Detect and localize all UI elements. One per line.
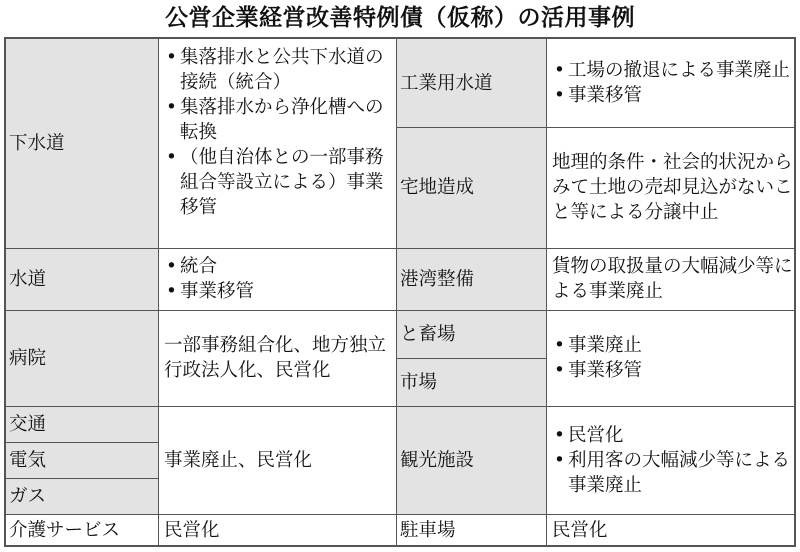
list-item: • 民営化 — [552, 423, 796, 448]
label-shijo — [396, 358, 546, 406]
label-text: 駐車場 — [400, 520, 456, 541]
content-takuchi — [546, 127, 796, 248]
kaigo-text: 民営化 — [164, 520, 220, 541]
label-denki — [6, 442, 158, 478]
label-text: 交通 — [9, 413, 47, 435]
label-text: 電気 — [9, 449, 47, 471]
byoin-text: 一部事務組合化、地方独立行政法人化、民営化 — [164, 335, 387, 381]
list-item: • 集落排水と公共下水道の接続（統合） — [164, 45, 396, 95]
list-item: • 利用客の大幅減少等による事業廃止 — [552, 448, 796, 498]
content-tochikujo-shijo — [546, 310, 796, 406]
label-gesuido — [6, 39, 158, 248]
list-item: • 事業廃止 — [552, 333, 642, 358]
list-item: • 工場の撤退による事業廃止 — [552, 58, 790, 83]
divider — [546, 39, 547, 547]
kotsu-denki-gas-text: 事業廃止、民営化 — [164, 449, 313, 471]
takuchi-text: 地理的条件・社会的状況からみて土地の売却見込がないこと等による分譲中止 — [552, 152, 793, 223]
label-kowan — [396, 248, 546, 310]
label-chushajo — [396, 514, 546, 547]
list-item: • 事業移管 — [164, 279, 254, 304]
label-gas — [6, 478, 158, 514]
label-byoin — [6, 310, 158, 406]
label-kanko — [396, 406, 546, 514]
label-kaigo — [6, 514, 158, 547]
divider — [396, 39, 397, 547]
divider — [6, 478, 158, 479]
content-suido — [158, 248, 396, 310]
label-kotsu — [6, 406, 158, 442]
label-tochikujo — [396, 310, 546, 358]
divider — [6, 514, 796, 515]
list-item: • （他自治体との一部事務組合等設立による）事業移管 — [164, 145, 396, 220]
label-text: 下水道 — [9, 133, 65, 154]
list-item: • 統合 — [164, 254, 254, 279]
content-kanko — [546, 406, 796, 514]
label-takuchi — [396, 127, 546, 248]
divider — [6, 310, 796, 311]
label-text: 病院 — [9, 347, 47, 369]
list-item: • 集落排水から浄化槽への転換 — [164, 95, 396, 145]
divider — [396, 127, 796, 128]
divider — [6, 442, 158, 443]
divider — [6, 406, 796, 407]
page-title: 公営企業経営改善特例債（仮称）の活用事例 — [165, 5, 635, 31]
label-text: ガス — [9, 485, 47, 507]
divider — [158, 39, 159, 547]
content-kowan — [546, 248, 796, 310]
label-text: 市場 — [400, 371, 438, 393]
kowan-text: 貨物の取扱量の大幅減少等による事業廃止 — [552, 256, 793, 302]
list-item: • 事業移管 — [552, 358, 642, 383]
kanko-list — [552, 423, 796, 498]
kogyo-yosui-list — [552, 58, 790, 108]
content-gesuido — [158, 39, 396, 248]
gesuido-list — [164, 45, 396, 220]
suido-list — [164, 254, 254, 304]
divider — [6, 248, 796, 249]
content-byoin — [158, 310, 396, 406]
label-text: と畜場 — [400, 323, 456, 345]
label-text: 水道 — [9, 268, 47, 290]
list-item: • 事業移管 — [552, 83, 790, 108]
content-kaigo — [158, 514, 396, 547]
examples-table — [4, 37, 796, 547]
label-text: 港湾整備 — [400, 268, 475, 290]
label-text: 宅地造成 — [400, 177, 475, 198]
content-chushajo — [546, 514, 796, 547]
content-kogyo-yosui — [546, 39, 796, 127]
label-text: 介護サービス — [9, 520, 121, 541]
chushajo-text: 民営化 — [552, 520, 608, 541]
divider — [396, 358, 546, 359]
content-kotsu-denki-gas — [158, 406, 396, 514]
label-text: 観光施設 — [400, 449, 475, 471]
label-kogyo-yosui — [396, 39, 546, 127]
label-suido — [6, 248, 158, 310]
label-text: 工業用水道 — [400, 72, 493, 94]
tochikujo-shijo-list — [552, 333, 642, 383]
